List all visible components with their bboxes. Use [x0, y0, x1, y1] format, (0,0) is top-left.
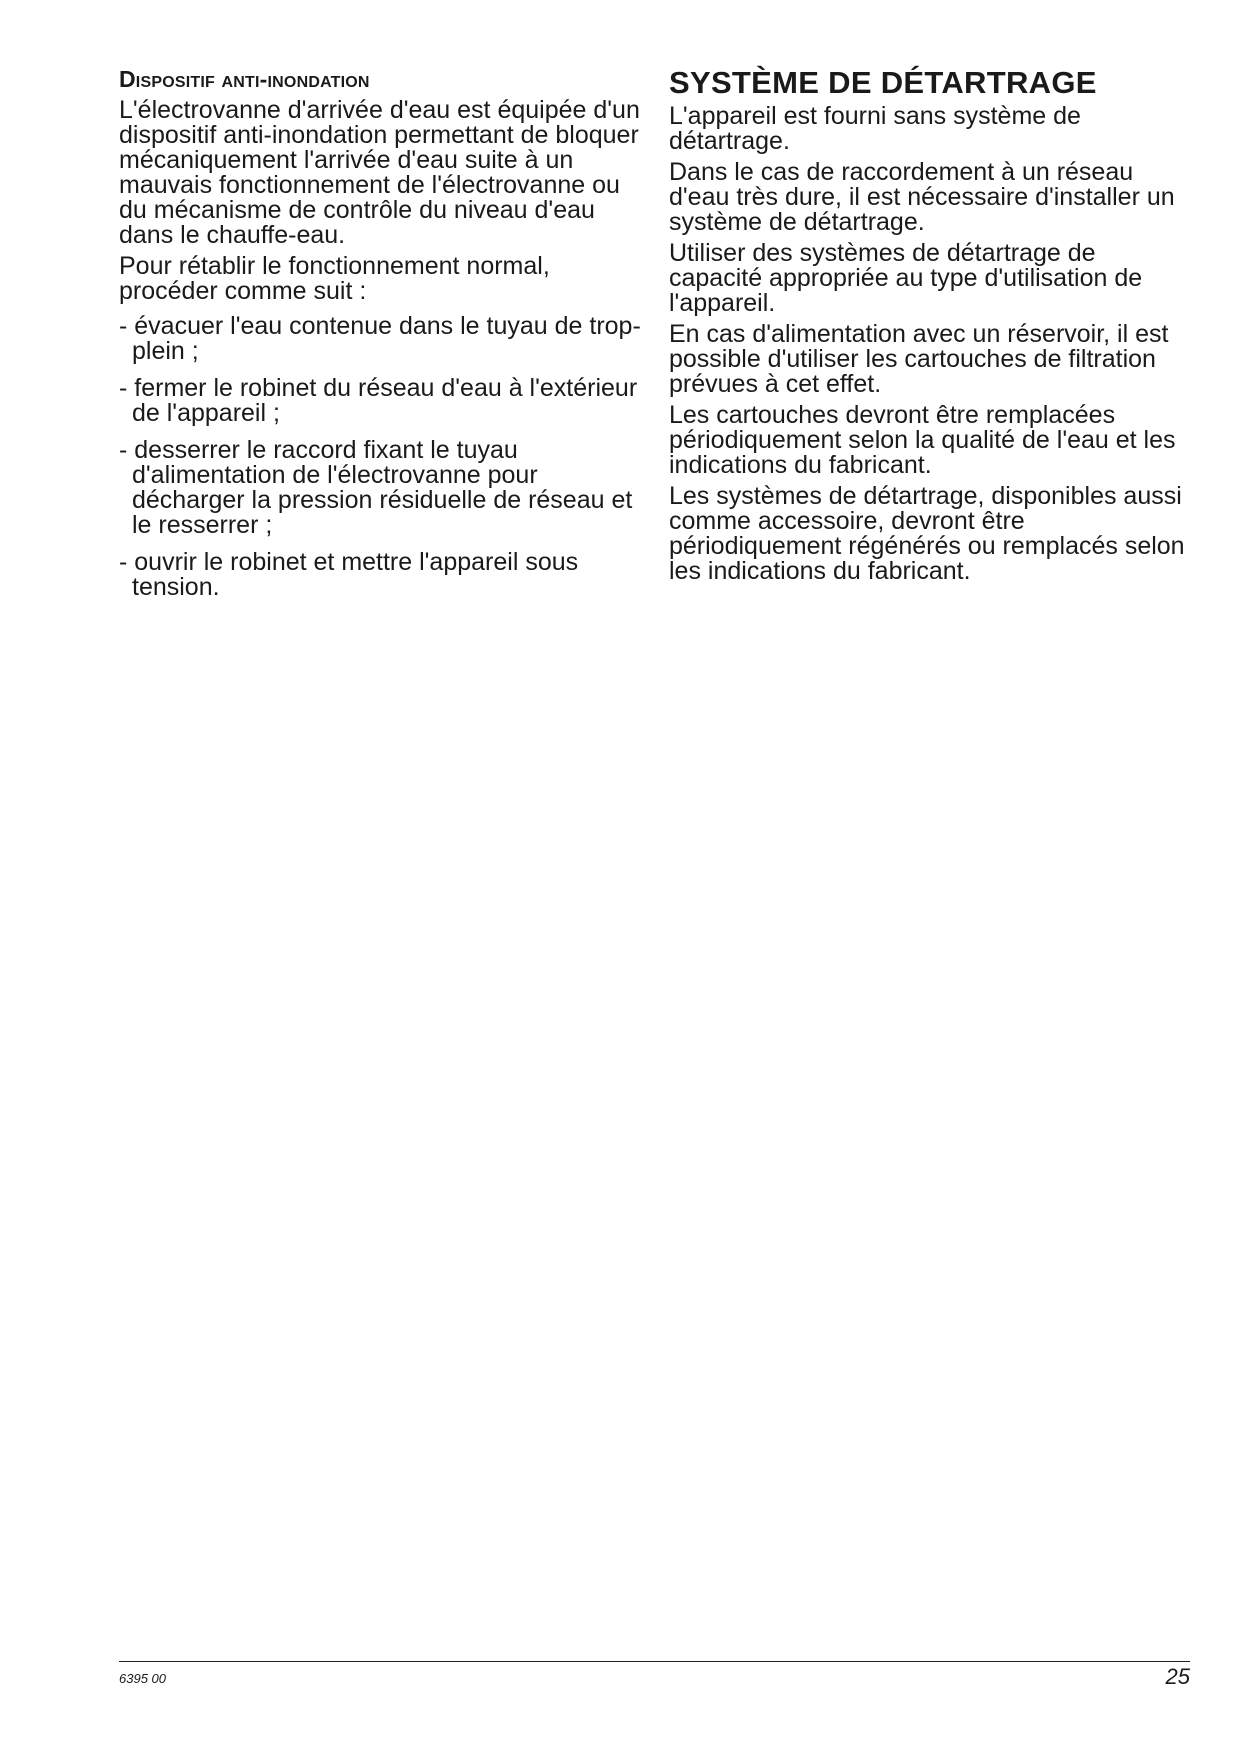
paragraph: Les systèmes de détartrage, disponibles aussi comme accessoire, devront être périodiquement régénérés ou remplacés selon les indications du fabricant.	[669, 482, 1185, 585]
paragraph: L'électrovanne d'arrivée d'eau est équipée d'un dispositif anti-inondation permettant de bloquer mécaniquement l'arrivée d'eau suite à un mauvais fonctionnement de l'électrovanne ou du mécanisme de contrôle du niveau d'eau dans le chauffe-eau.	[119, 96, 640, 249]
list-item: - desserrer le raccord fixant le tuyau d'alimentation de l'électrovanne pour décharger la pression résiduelle de réseau et le resserrer ;	[119, 436, 633, 539]
paragraph: Pour rétablir le fonctionnement normal, procéder comme suit :	[119, 252, 550, 305]
paragraph: L'appareil est fourni sans système de détartrage.	[669, 102, 1081, 155]
paragraph: Les cartouches devront être remplacées périodiquement selon la qualité de l'eau et les indications du fabricant.	[669, 401, 1176, 479]
left-column	[119, 66, 651, 612]
paragraph: Dans le cas de raccordement à un réseau d'eau très dure, il est nécessaire d'installer un système de détartrage.	[669, 158, 1175, 236]
list-item: - fermer le robinet du réseau d'eau à l'extérieur de l'appareil ;	[119, 374, 638, 427]
paragraph: En cas d'alimentation avec un réservoir, il est possible d'utiliser les cartouches de filtration prévues à cet effet.	[669, 320, 1169, 398]
list-item: - ouvrir le robinet et mettre l'appareil sous tension.	[119, 548, 579, 601]
procedure-list	[119, 314, 651, 600]
section-heading-anti-flood: Dispositif anti-inondation	[119, 66, 370, 92]
list-item: - évacuer l'eau contenue dans le tuyau de trop-plein ;	[119, 312, 641, 365]
page-number: 25	[1165, 1664, 1190, 1689]
section-heading-descaling: SYSTÈME DE DÉTARTRAGE	[669, 65, 1097, 100]
footer-divider	[119, 1661, 1190, 1662]
paragraph: Utiliser des systèmes de détartrage de capacité appropriée au type d'utilisation de l'appareil.	[669, 239, 1143, 317]
right-column	[669, 66, 1189, 590]
document-code: 6395 00	[119, 1671, 166, 1686]
